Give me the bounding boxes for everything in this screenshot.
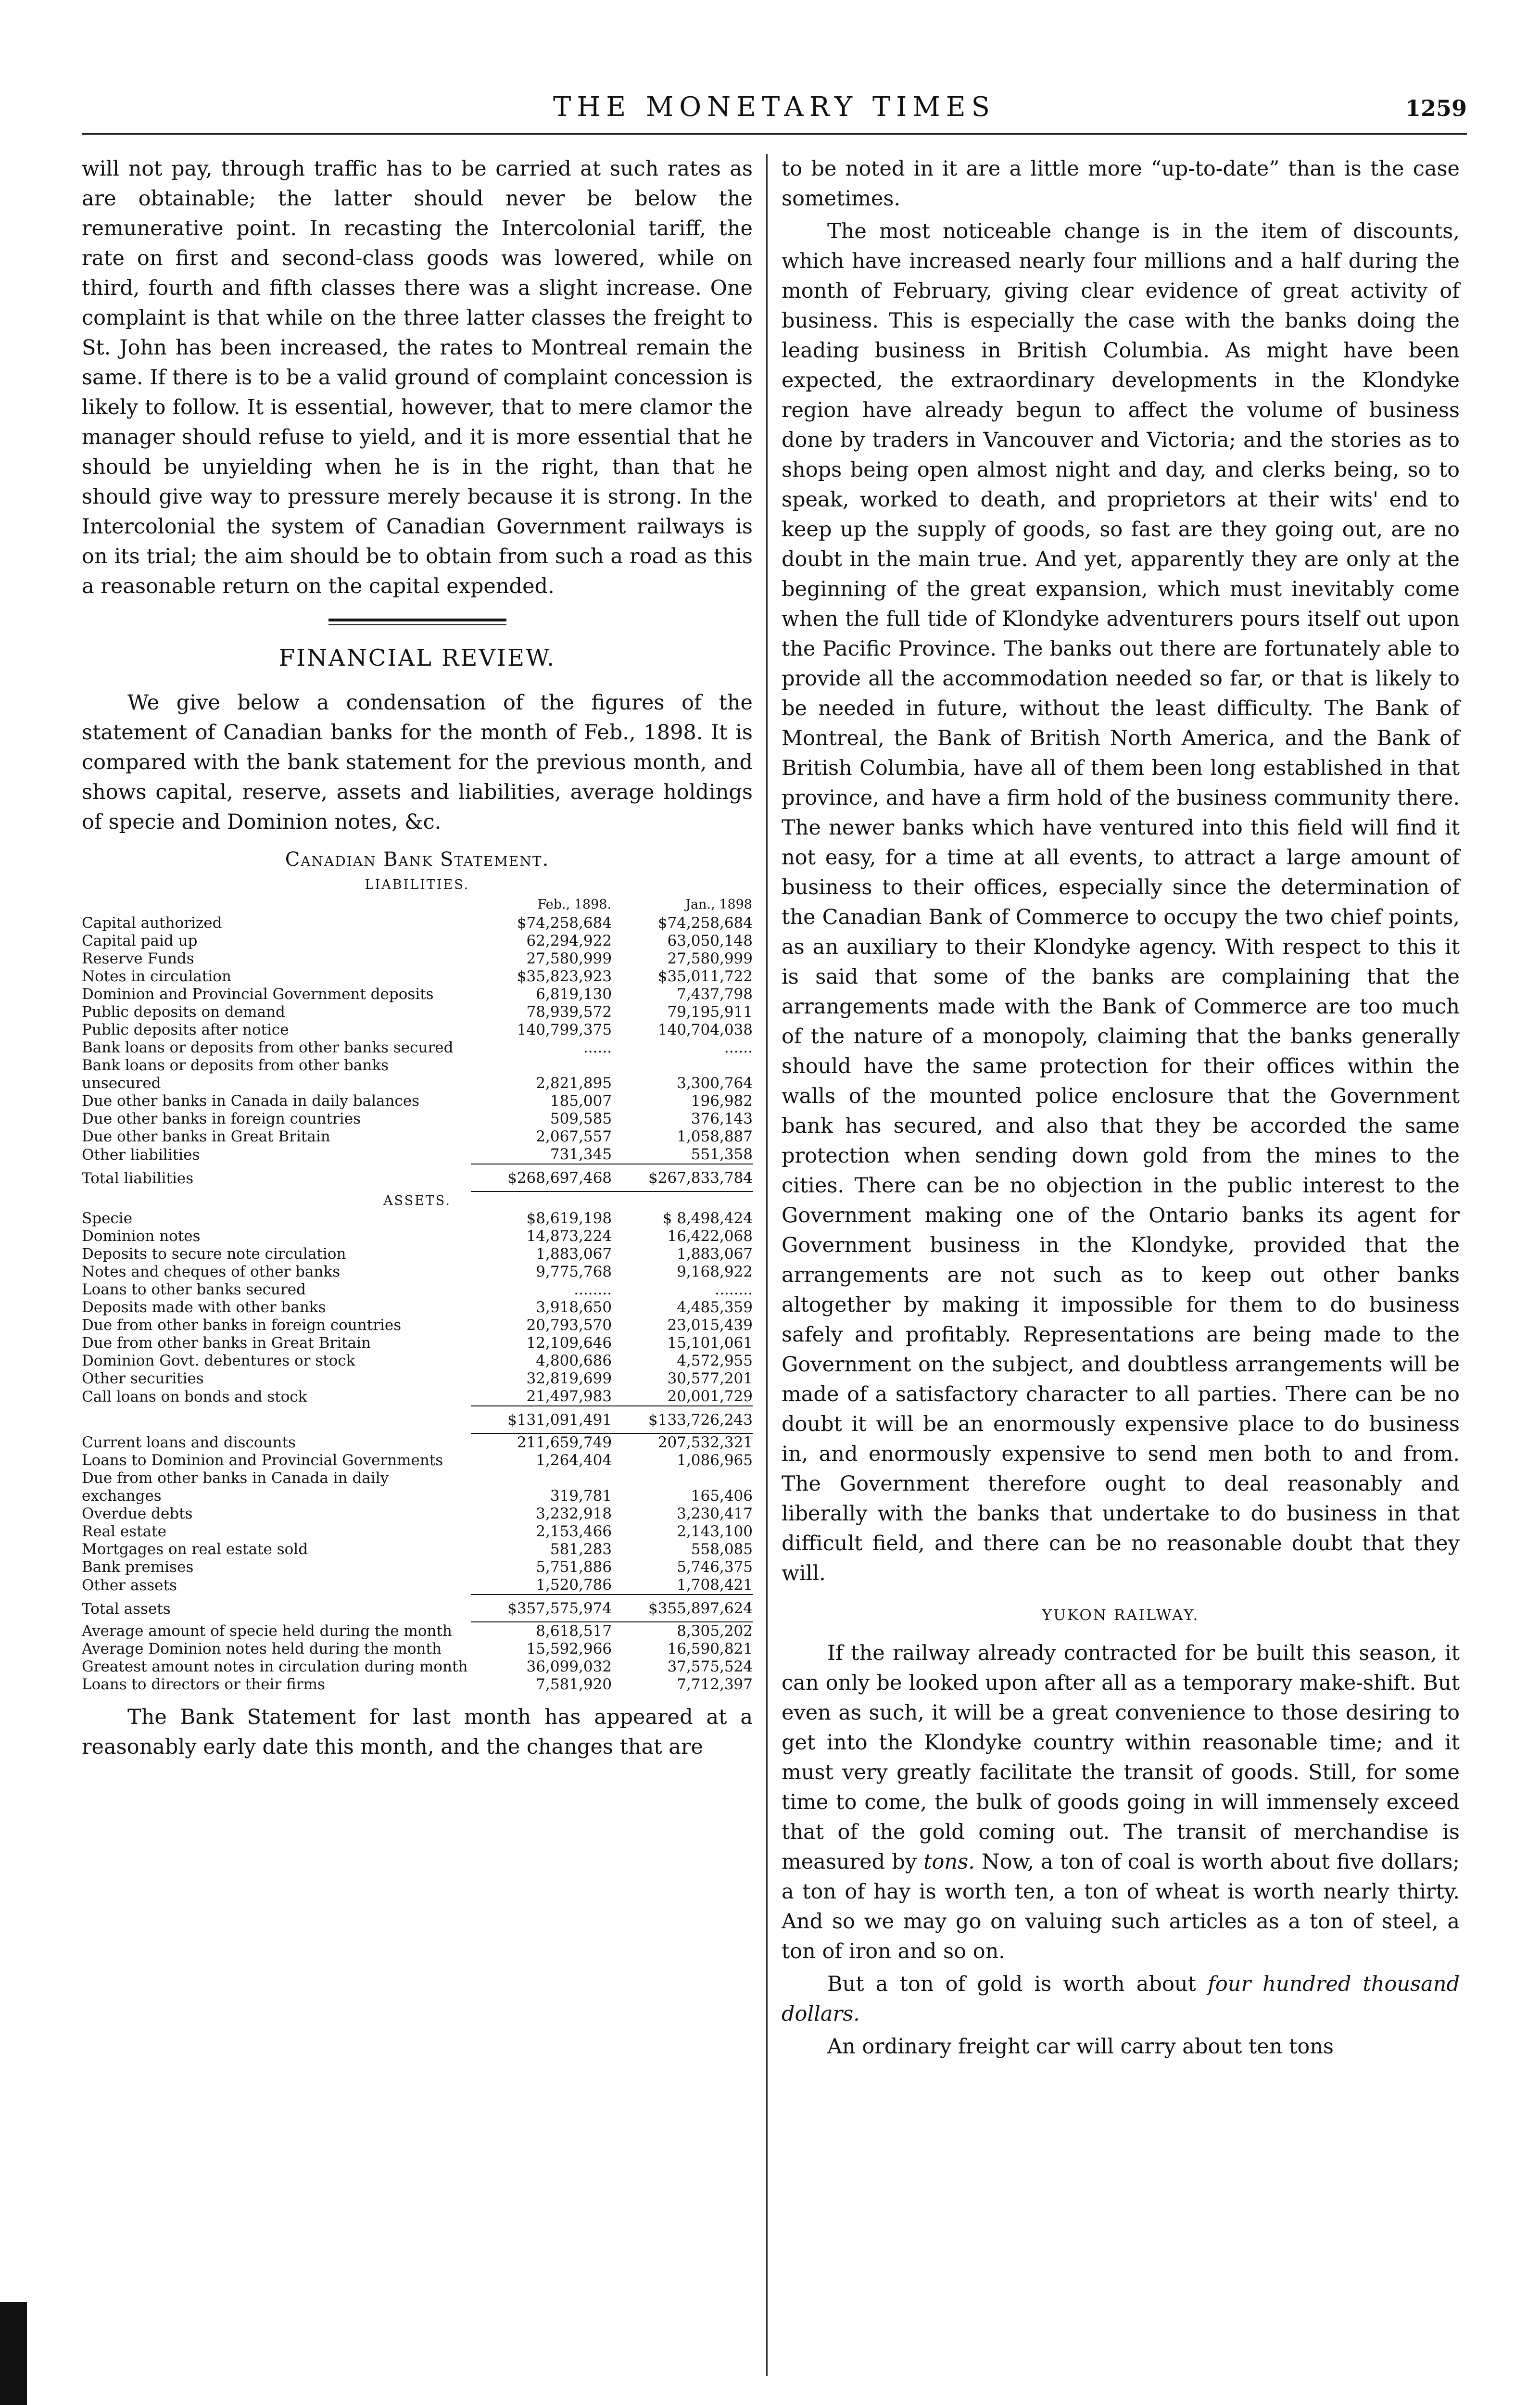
value-feb: 2,153,466 <box>536 1523 612 1540</box>
row-label: Due from other banks in Canada in daily exchanges <box>82 1469 389 1505</box>
row-label: Notes in circulation <box>82 968 231 985</box>
value-jan: 551,358 <box>691 1146 753 1163</box>
table-row <box>82 986 753 1003</box>
yukon-paragraph-2: But a ton of gold is worth about four hundred thousand dollars. <box>782 1972 1460 2026</box>
row-label: Reserve Funds <box>82 950 194 967</box>
value-jan: 15,101,061 <box>667 1334 753 1352</box>
row-label: Public deposits on demand <box>82 1003 285 1021</box>
row-label: Bank loans or deposits from other banks secured <box>82 1039 454 1056</box>
row-label: Average Dominion notes held during the month <box>82 1640 442 1658</box>
value-feb: 20,793,570 <box>526 1316 612 1334</box>
table-row <box>82 1146 753 1164</box>
table-row <box>82 1210 753 1228</box>
value-jan: 1,708,421 <box>677 1576 753 1594</box>
table-row <box>82 1057 753 1092</box>
yukon-paragraph-3: An ordinary freight car will carry about ten tons <box>827 2035 1334 2059</box>
row-label: Loans to directors or their firms <box>82 1676 325 1693</box>
table-row <box>82 1352 753 1370</box>
value-jan: 7,712,397 <box>677 1676 753 1693</box>
emphasis-tons: tons. <box>923 1850 975 1874</box>
value-feb: 1,520,786 <box>536 1576 612 1594</box>
row-label: Deposits to secure note circulation <box>82 1245 346 1263</box>
row-label: Public deposits after notice <box>82 1021 289 1038</box>
value-feb: 9,775,768 <box>536 1263 612 1280</box>
table-row <box>82 1128 753 1146</box>
table-row <box>82 1039 753 1057</box>
table-header-row <box>82 895 753 914</box>
value-jan: 16,422,068 <box>667 1228 753 1245</box>
value-feb: 8,618,517 <box>536 1622 612 1640</box>
masthead-title: THE MONETARY TIMES <box>553 91 996 123</box>
table-row <box>82 1228 753 1245</box>
value-jan: 376,143 <box>691 1110 753 1127</box>
value-feb: 15,592,966 <box>526 1640 612 1658</box>
table-row <box>82 1299 753 1316</box>
value-jan: 16,590,821 <box>667 1640 753 1658</box>
value-jan: 79,195,911 <box>667 1003 753 1021</box>
row-label: Dominion notes <box>82 1228 201 1245</box>
table-row <box>82 1469 753 1505</box>
value-jan: 2,143,100 <box>677 1523 753 1540</box>
yukon-railway-heading: YUKON RAILWAY. <box>1042 1607 1199 1624</box>
table-row <box>82 1452 753 1469</box>
row-label: Loans to Dominion and Provincial Governments <box>82 1452 443 1469</box>
value-jan: 20,001,729 <box>667 1388 753 1405</box>
value-jan: 3,230,417 <box>677 1505 753 1522</box>
total-liabilities-jan: $267,833,784 <box>612 1164 753 1191</box>
row-label: Other assets <box>82 1577 177 1594</box>
row-label: Notes and cheques of other banks <box>82 1263 341 1280</box>
value-jan: 23,015,439 <box>667 1316 753 1334</box>
value-feb: 509,585 <box>550 1110 612 1127</box>
value-jan: 1,058,887 <box>677 1128 753 1145</box>
value-jan: 5,746,375 <box>677 1558 753 1576</box>
table-row <box>82 1316 753 1334</box>
table-row <box>82 1003 753 1021</box>
value-jan: 1,086,965 <box>677 1452 753 1469</box>
value-feb: 581,283 <box>550 1541 612 1558</box>
value-feb: 7,581,920 <box>536 1676 612 1693</box>
row-label: Capital paid up <box>82 932 198 949</box>
value-jan: 9,168,922 <box>677 1263 753 1280</box>
table-row <box>82 932 753 950</box>
value-feb: 78,939,572 <box>526 1003 612 1021</box>
row-label: Dominion Govt. debentures or stock <box>82 1352 355 1369</box>
row-label: Due other banks in Canada in daily balances <box>82 1092 420 1110</box>
value-jan: 4,485,359 <box>677 1299 753 1316</box>
left-column <box>82 154 753 2381</box>
financial-review-intro: We give below a condensation of the figures of the statement of Canadian banks for the month of Feb., 1898. It is compared with the bank statement for the previous month, and shows capital, reserve, assets and liabilities, average holdings of specie and Dominion notes, &c. <box>82 691 753 834</box>
assets-heading: ASSETS. <box>383 1193 451 1208</box>
value-feb: 5,751,886 <box>536 1558 612 1576</box>
column-header-jan: Jan., 1898 <box>685 897 752 912</box>
table-row <box>82 1388 753 1406</box>
table-row <box>82 1110 753 1128</box>
emphasis-gold-value: four hundred thousand dollars. <box>782 1972 1460 2026</box>
assets-rows-2 <box>82 1433 753 1595</box>
row-label: Bank loans or deposits from other banks unsecured <box>82 1057 389 1092</box>
financial-review-heading: FINANCIAL REVIEW. <box>278 645 556 671</box>
row-label: Bank premises <box>82 1558 194 1576</box>
assets-subtotal-jan: $133,726,243 <box>612 1406 753 1433</box>
table-row <box>82 1622 753 1640</box>
value-jan: 558,085 <box>691 1541 753 1558</box>
table-row <box>82 1640 753 1658</box>
value-feb: 1,883,067 <box>536 1245 612 1263</box>
value-jan: ...... <box>724 1039 753 1056</box>
value-feb: 4,800,686 <box>536 1352 612 1369</box>
value-jan: 165,406 <box>691 1487 753 1505</box>
value-feb: 319,781 <box>550 1487 612 1505</box>
row-label: Other securities <box>82 1370 204 1387</box>
table-row <box>82 968 753 986</box>
value-jan: 8,305,202 <box>677 1622 753 1640</box>
liabilities-rows <box>82 914 753 1164</box>
table-row <box>82 914 753 932</box>
value-feb: 3,232,918 <box>536 1505 612 1522</box>
value-feb: $8,619,198 <box>526 1210 612 1227</box>
row-label: Current loans and discounts <box>82 1434 296 1451</box>
table-row <box>82 1558 753 1576</box>
assets-rows <box>82 1210 753 1406</box>
row-label: Overdue debts <box>82 1505 193 1522</box>
value-feb: $74,258,684 <box>517 914 612 932</box>
assets-subtotal-row <box>82 1406 753 1433</box>
value-jan: $35,011,722 <box>657 968 753 985</box>
page-number: 1259 <box>1405 95 1467 121</box>
scan-edge-mark <box>0 2302 27 2405</box>
table-row <box>82 950 753 968</box>
continuation-paragraph: to be noted in it are a little more “up-to-date” than is the case sometimes. <box>782 157 1460 211</box>
table-row <box>82 1021 753 1039</box>
section-divider <box>328 619 506 625</box>
table-row <box>82 1541 753 1558</box>
value-feb: 1,264,404 <box>536 1452 612 1469</box>
row-label: Specie <box>82 1210 133 1227</box>
yukon-paragraph-1: If the railway already contracted for be built this season, it can only be looked upon after all as a temporary make-shift. But even as such, it will be a great convenience to those desiring to get into the Klondyke country within reasonable time; and it must very greatly facilitate the transit of goods. Still, for some time to come, the bulk of goods going in will immensely exceed that of the gold coming out. The transit of merchandise is measured by tons. Now, a ton of coal is worth about five dollars; a ton of hay is worth ten, a ton of wheat is worth nearly thirty. And so we may go on valuing such articles as a ton of steel, a ton of iron and so on. <box>782 1641 1460 1963</box>
total-assets-label: Total assets <box>82 1600 171 1618</box>
value-feb: ........ <box>574 1281 612 1298</box>
value-feb: 2,067,557 <box>536 1128 612 1145</box>
averages-rows <box>82 1622 753 1694</box>
value-feb: 32,819,699 <box>526 1370 612 1387</box>
value-feb: 211,659,749 <box>517 1434 612 1451</box>
table-row <box>82 1658 753 1676</box>
row-label: Due other banks in Great Britain <box>82 1128 330 1145</box>
row-label: Other liabilities <box>82 1146 200 1164</box>
bank-statement-title: Canadian Bank Statement. <box>285 848 550 871</box>
total-assets-row <box>82 1595 753 1622</box>
value-jan: 1,883,067 <box>677 1245 753 1263</box>
row-label: Deposits made with other banks <box>82 1299 326 1316</box>
value-jan: 27,580,999 <box>667 950 753 967</box>
value-feb: ...... <box>583 1039 612 1056</box>
row-label: Capital authorized <box>82 914 222 932</box>
value-jan: 3,300,764 <box>677 1075 753 1092</box>
value-jan: 63,050,148 <box>667 932 753 949</box>
value-jan: $74,258,684 <box>657 914 753 932</box>
table-row <box>82 1281 753 1299</box>
table-row <box>82 1092 753 1110</box>
row-label: Call loans on bonds and stock <box>82 1388 307 1405</box>
value-jan: 30,577,201 <box>667 1370 753 1387</box>
row-label: Dominion and Provincial Government deposits <box>82 986 434 1003</box>
table-row <box>82 1370 753 1388</box>
row-label: Loans to other banks secured <box>82 1281 306 1298</box>
bank-statement-table <box>82 895 753 1694</box>
value-jan: 7,437,798 <box>677 986 753 1003</box>
value-feb: 731,345 <box>550 1146 612 1163</box>
value-jan: $ 8,498,424 <box>662 1210 753 1227</box>
value-jan: 140,704,038 <box>657 1021 753 1038</box>
table-row <box>82 1263 753 1281</box>
row-label: Due from other banks in foreign countries <box>82 1316 402 1334</box>
header-rule <box>82 133 1467 135</box>
right-column <box>782 154 1460 2381</box>
row-label: Due from other banks in Great Britain <box>82 1334 371 1352</box>
table-row <box>82 1676 753 1694</box>
value-jan: 37,575,524 <box>667 1658 753 1675</box>
value-jan: 207,532,321 <box>657 1434 753 1451</box>
row-label: Average amount of specie held during the month <box>82 1622 452 1640</box>
value-feb: 185,007 <box>550 1092 612 1110</box>
value-feb: 140,799,375 <box>517 1021 612 1038</box>
total-liabilities-label: Total liabilities <box>82 1170 194 1187</box>
column-divider <box>766 154 768 2376</box>
page-header <box>82 82 1467 135</box>
column-header-feb: Feb., 1898. <box>537 897 612 912</box>
row-label: Greatest amount notes in circulation during month <box>82 1658 468 1675</box>
discounts-paragraph: The most noticeable change is in the item of discounts, which have increased nearly four millions and a half during the month of February, giving clear evidence of great activity of business. This is especially the case with the banks doing the leading business in British Columbia. As might have been expected, the extraordinary developments in the Klondyke region have already begun to affect the volume of business done by traders in Vancouver and Victoria; and the stories as to shops being open almost night and day, and clerks being, so to speak, worked to death, and proprietors at their wits' end to keep up the supply of goods, so fast are they going out, are no doubt in the main true. And yet, apparently they are only at the beginning of the great expansion, which must inevitably come when the full tide of Klondyke adventurers pours itself out upon the Pacific Province. The banks out there are fortunately able to provide all the accommodation needed so far, or that is likely to be needed in future, without the least difficulty. The Bank of Montreal, the Bank of British North America, and the Bank of British Columbia, have all of them been long established in that province, and have a firm hold of the business community there. The newer banks which have ventured into this field will find it not easy, for a time at all events, to attract a large amount of business to their offices, especially since the determination of the Canadian Bank of Commerce to occupy the two chief points, as an auxiliary to their Klondyke agency. With respect to this it is said that some of the banks are complaining that the arrangements made with the Bank of Commerce are too much of the nature of a monopoly, claiming that the banks generally should have the same protection for their offices within the walls of the mounted police enclosure that the Government bank has secured, and also that they be accorded the same protection when sending down gold from the mines to the cities. There can be no objection in the public interest to the Government making one of the Ontario banks its agent for Government business in the Klondyke, provided that the arrangements are not such as to keep out other banks altogether by making it impossible for them to do business safely and profitably. Representations are being made to the Government on the subject, and doubtless arrangements will be made of a satisfactory character to all parties. There can be no doubt it will be an enormously expensive place to do business in, and enormously expensive to send men both to and from. The Government therefore ought to deal reasonably and liberally with the banks that undertake to do business in that difficult field, and there can be no reasonable doubt that they will. <box>782 219 1460 1585</box>
railway-paragraph: will not pay, through traffic has to be carried at such rates as are obtainable; the latter should never be below the remunerative point. In recasting the Intercolonial tariff, the rate on first and second-class goods was lowered, while on third, fourth and fifth classes there was a slight increase. One complaint is that while on the three latter classes the freight to St. John has been increased, the rates to Montreal remain the same. If there is to be a valid ground of complaint concession is likely to follow. It is essential, however, that to mere clamor the manager should refuse to yield, and it is more essential that he should be unyielding when he is in the right, than that he should give way to pressure merely because it is strong. In the Intercolonial the system of Canadian Government railways is on its trial; the aim should be to obtain from such a road as this a reasonable return on the capital expended. <box>82 157 753 598</box>
assets-subtotal-feb: $131,091,491 <box>471 1406 612 1433</box>
total-liabilities-feb: $268,697,468 <box>471 1164 612 1191</box>
closing-paragraph: The Bank Statement for last month has appeared at a reasonably early date this month, and the changes that are <box>82 1705 753 1759</box>
value-feb: 62,294,922 <box>526 932 612 949</box>
value-jan: 196,982 <box>691 1092 753 1110</box>
table-row <box>82 1523 753 1541</box>
total-assets-jan: $355,897,624 <box>612 1595 753 1622</box>
table-row <box>82 1433 753 1452</box>
liabilities-heading: LIABILITIES. <box>365 877 470 892</box>
value-feb: $35,823,923 <box>517 968 612 985</box>
row-label: Due other banks in foreign countries <box>82 1110 361 1127</box>
value-feb: 14,873,224 <box>526 1228 612 1245</box>
value-feb: 3,918,650 <box>536 1299 612 1316</box>
value-feb: 36,099,032 <box>526 1658 612 1675</box>
value-feb: 6,819,130 <box>536 986 612 1003</box>
value-feb: 2,821,895 <box>536 1075 612 1092</box>
total-assets-feb: $357,575,974 <box>471 1595 612 1622</box>
value-feb: 12,109,646 <box>526 1334 612 1352</box>
table-row <box>82 1505 753 1523</box>
row-label: Mortgages on real estate sold <box>82 1541 308 1558</box>
assets-heading-row <box>82 1191 753 1210</box>
value-jan: ........ <box>715 1281 753 1298</box>
row-label: Real estate <box>82 1523 166 1540</box>
value-jan: 4,572,955 <box>677 1352 753 1369</box>
table-row <box>82 1576 753 1595</box>
value-feb: 21,497,983 <box>526 1388 612 1405</box>
table-row <box>82 1245 753 1263</box>
total-liabilities-row <box>82 1164 753 1191</box>
value-feb: 27,580,999 <box>526 950 612 967</box>
table-row <box>82 1334 753 1352</box>
